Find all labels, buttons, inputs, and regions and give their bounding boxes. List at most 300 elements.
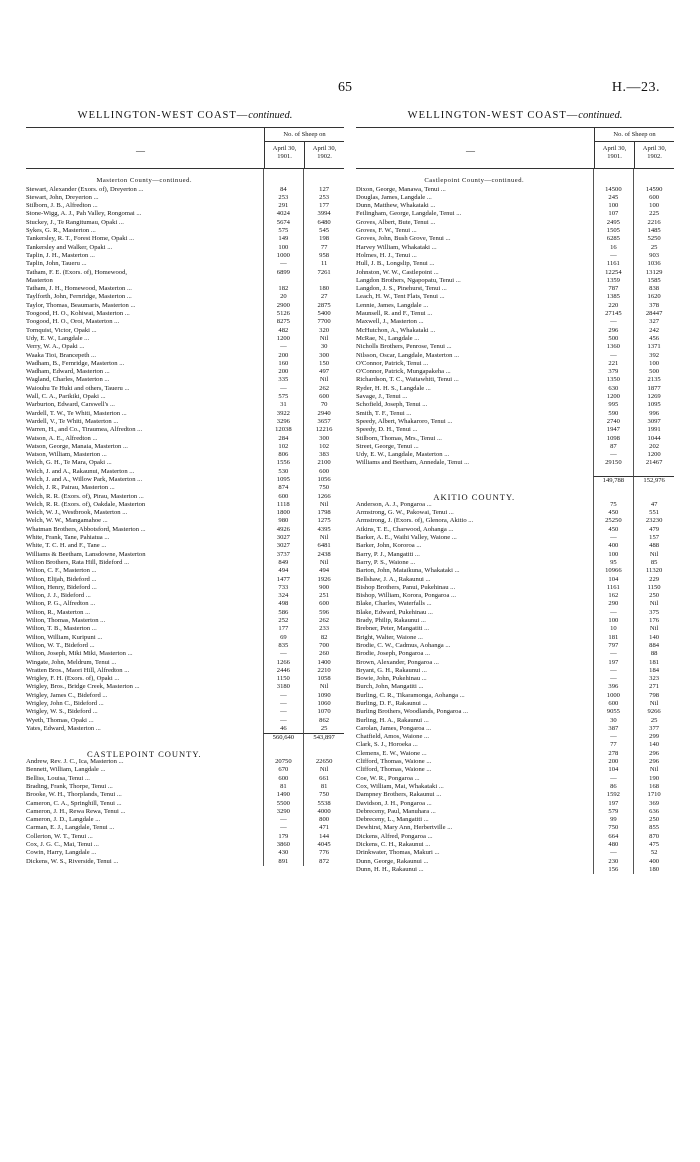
- sheep-1902-cell: 296: [633, 758, 674, 766]
- table-row: [356, 468, 674, 476]
- sheep-1901-cell: 1200: [593, 393, 634, 401]
- sheep-1902-cell: 253: [303, 194, 344, 202]
- sheep-1901-cell: 5674: [263, 219, 304, 227]
- table-row: [26, 833, 344, 841]
- sheep-1902-cell: 100: [633, 360, 674, 368]
- sheep-1901-cell: 6285: [593, 235, 634, 243]
- owner-cell: Bennett, William, Langdale ...: [26, 766, 106, 774]
- owner-cell: Groves, Albert, Bute, Tenui ...: [356, 218, 436, 226]
- owner-cell: Brooke, W. H., Thorplands, Tenui ...: [26, 791, 122, 799]
- owner-cell: Nicholls Brothers, Penrose, Tenui ...: [356, 343, 452, 351]
- sheep-1902-cell: 479: [633, 526, 674, 534]
- sheep-1901-cell: 1118: [263, 501, 304, 509]
- sheep-1902-cell: 12216: [303, 426, 344, 434]
- sheep-1902-cell: 497: [303, 368, 344, 376]
- sheep-1901-cell: 3296: [263, 418, 304, 426]
- owner-cell: Clifford, Thomas, Waione ...: [356, 766, 432, 774]
- sheep-1901-cell: 1200: [263, 335, 304, 343]
- sheep-1902-cell: 25: [303, 725, 344, 733]
- sheep-1901-cell: [263, 177, 304, 185]
- table-row: [356, 526, 674, 534]
- owner-cell: Burling Brothers, Woodlands, Pongaroa ...: [356, 708, 468, 716]
- sheep-1902-cell: 25: [633, 244, 674, 252]
- table-row: [356, 277, 674, 285]
- sheep-1902-cell: 1710: [633, 791, 674, 799]
- owner-cell: Dickens, W. S., Riverside, Tenui ...: [26, 857, 119, 865]
- table-row: [26, 277, 344, 285]
- right-heading: [356, 110, 674, 121]
- sheep-1902-cell: 600: [303, 468, 344, 476]
- owner-cell: Hull, J. B., Longslip, Tenui ...: [356, 260, 435, 268]
- owner-cell: Dampney Brothers, Rakaunui ...: [356, 791, 442, 799]
- owner-cell: Blake, Charles, Waterfalls ...: [356, 600, 432, 608]
- sheep-1901-cell: —: [263, 700, 304, 708]
- table-row: [26, 824, 344, 832]
- table-row: [356, 269, 674, 277]
- sheep-1902-cell: 383: [303, 451, 344, 459]
- sheep-1902-cell: 1620: [633, 293, 674, 301]
- right-year-1902: April 30, 1902.: [634, 142, 674, 168]
- sheep-1901-cell: 1385: [593, 293, 634, 301]
- sheep-1901-cell: 806: [263, 451, 304, 459]
- sheep-1901-cell: 221: [593, 360, 634, 368]
- owner-cell: White, Frank, Tane, Pahiatua ...: [26, 534, 110, 542]
- table-row: [356, 426, 674, 434]
- table-row: [356, 700, 674, 708]
- table-row: [26, 725, 344, 733]
- left-table-body: [26, 169, 344, 866]
- sheep-1902-cell: 1150: [633, 584, 674, 592]
- owner-cell: Wrigley, James C., Bideford ...: [26, 691, 108, 699]
- owner-cell: [26, 741, 263, 749]
- sheep-1902-cell: 262: [303, 617, 344, 625]
- owner-cell: Stewart, Alexander (Exors. of), Dreyerton ...: [26, 185, 144, 193]
- table-row: [26, 219, 344, 227]
- sheep-1901-cell: 450: [593, 526, 634, 534]
- sheep-1902-cell: 11320: [633, 567, 674, 575]
- sheep-1901-cell: 182: [263, 285, 304, 293]
- table-row: [356, 451, 674, 459]
- sheep-1902-cell: 184: [633, 667, 674, 675]
- owner-cell: Toogood, H. O., Oroi, Masterton ...: [26, 318, 120, 326]
- table-row: [356, 393, 674, 401]
- sheep-1902-cell: Nil: [303, 376, 344, 384]
- table-row: [356, 683, 674, 691]
- sheep-1902-cell: 1926: [303, 576, 344, 584]
- sheep-1901-cell: 81: [263, 783, 304, 791]
- owner-cell: McRae, N., Langdale ...: [356, 334, 420, 342]
- table-row: [356, 310, 674, 318]
- total-row: [26, 733, 344, 741]
- sheep-1902-cell: 299: [633, 733, 674, 741]
- sheep-1902-cell: 1991: [633, 426, 674, 434]
- sheep-1902-cell: Nil: [303, 683, 344, 691]
- section-heading: [26, 750, 344, 758]
- owner-cell: Stuckey, J., Te Rangitumau, Opaki ...: [26, 218, 124, 226]
- owner-cell: Taplin, J. H., Masterton ...: [26, 251, 95, 259]
- sheep-1902-cell: 320: [303, 327, 344, 335]
- owner-cell: Cox, J. G. C., Mai, Tenui ...: [26, 841, 99, 849]
- sheep-1902-cell: 855: [633, 824, 674, 832]
- sheep-1901-cell: 590: [593, 410, 634, 418]
- table-row: [26, 335, 344, 343]
- sheep-1901-cell: 396: [593, 683, 634, 691]
- table-row: [356, 592, 674, 600]
- owner-cell: Wagland, Charles, Masterton ...: [26, 376, 110, 384]
- table-row: [356, 841, 674, 849]
- left-year-1901: April 30, 1901.: [264, 142, 304, 168]
- sheep-1901-cell: 95: [593, 559, 634, 567]
- table-row: [356, 285, 674, 293]
- sheep-1901-cell: 750: [593, 824, 634, 832]
- sheep-1902-cell: 14590: [633, 186, 674, 194]
- table-row: [356, 725, 674, 733]
- owner-cell: Watson, George, Manaia, Masterton ...: [26, 442, 128, 450]
- sheep-1902-cell: 903: [633, 252, 674, 260]
- table-row: [356, 385, 674, 393]
- sheep-1901-cell: 494: [263, 567, 304, 575]
- table-row: [356, 667, 674, 675]
- sheep-1901-cell: —: [263, 708, 304, 716]
- owner-cell: Masterton: [26, 276, 53, 284]
- sheep-1901-cell: 291: [263, 202, 304, 210]
- owner-cell: Stilborn, J. B., Alfredton ...: [26, 202, 98, 210]
- owner-cell: Collerton, W. T., Tenui ...: [26, 832, 93, 840]
- owner-cell: Welch, G. H., Te Mara, Opaki ...: [26, 459, 112, 467]
- owner-cell: Welch, J. and A., Willow Park, Masterton ...: [26, 475, 143, 483]
- sheep-1902-cell: 377: [633, 725, 674, 733]
- sheep-1901-cell: 14500: [593, 186, 634, 194]
- sheep-1902-cell: 1200: [633, 451, 674, 459]
- owner-cell: O'Connor, Patrick, Mungapakeha ...: [356, 368, 451, 376]
- owner-cell: Carman, E. J., Langdale, Tenui ...: [26, 824, 115, 832]
- sheep-1901-cell: —: [263, 692, 304, 700]
- sheep-1901-cell: —: [593, 534, 634, 542]
- table-row: [356, 783, 674, 791]
- sheep-1902-cell: Nil: [303, 534, 344, 542]
- owner-cell: Blake, Edward, Pukehinau ...: [356, 608, 433, 616]
- owner-cell: Wilton, C. F., Masterton ...: [26, 567, 97, 575]
- sheep-1901-cell: 230: [593, 858, 634, 866]
- sheep-1902-cell: 872: [303, 858, 344, 866]
- sheep-1902-cell: 1798: [303, 509, 344, 517]
- table-row: [26, 410, 344, 418]
- owner-cell: Tatham, J. H., Homewood, Masterton ...: [26, 285, 132, 293]
- table-row: [356, 360, 674, 368]
- sheep-1901-cell: 630: [593, 385, 634, 393]
- left-heading: [26, 110, 344, 121]
- table-row: [26, 186, 344, 194]
- sheep-1902-cell: 47: [633, 501, 674, 509]
- table-row: [26, 576, 344, 584]
- table-row: [26, 625, 344, 633]
- sheep-1901-cell: —: [593, 318, 634, 326]
- owner-cell: Andrew, Rev. J. C., Ica, Masterton ...: [26, 758, 124, 766]
- owner-cell: Waiouhu Te Huki and others, Taueru ...: [26, 384, 130, 392]
- sheep-1901-cell: 874: [263, 484, 304, 492]
- right-table-header: [356, 127, 674, 169]
- owner-cell: Barker, John, Kororoa ...: [356, 542, 422, 550]
- table-row: [26, 252, 344, 260]
- sheep-1902-cell: 750: [303, 484, 344, 492]
- sheep-1902-cell: 82: [303, 634, 344, 642]
- sheep-1902-cell: 85: [633, 559, 674, 567]
- right-header-dash: —: [466, 146, 475, 156]
- owner-cell: Wilton, J. J., Bideford ...: [26, 592, 91, 600]
- owner-cell: Wyeth, Thomas, Opaki ...: [26, 716, 94, 724]
- sheep-1902-cell: 262: [303, 385, 344, 393]
- sheep-1901-cell: 324: [263, 592, 304, 600]
- owner-cell: Barker, A. E., Waihi Valley, Waione ...: [356, 534, 457, 542]
- table-row: [356, 260, 674, 268]
- sheep-1901-cell: 5500: [263, 800, 304, 808]
- table-row: [356, 202, 674, 210]
- sheep-1902-cell: 30: [303, 343, 344, 351]
- sheep-1902-cell: 11: [303, 260, 344, 268]
- table-row: [26, 169, 344, 177]
- sheep-1901-cell: 8275: [263, 318, 304, 326]
- sheep-1901-cell: 104: [593, 766, 634, 774]
- sheep-1902-cell: 5538: [303, 800, 344, 808]
- table-row: [26, 517, 344, 525]
- sheep-1901-cell: —: [263, 385, 304, 393]
- table-row: [356, 816, 674, 824]
- owner-cell: Tankersley and Walker, Opaki ...: [26, 243, 113, 251]
- sheep-1902-cell: Nil: [303, 559, 344, 567]
- owner-cell: Brown, Alexander, Pongaroa ...: [356, 658, 439, 666]
- owner-cell: Chatfield, Amos, Waione ...: [356, 733, 429, 741]
- owner-cell: Clifford, Thomas, Waione ...: [356, 758, 432, 766]
- sheep-1902-cell: 152,976: [633, 476, 674, 484]
- owner-cell: Brodie, Joseph, Pongaroa ...: [356, 650, 430, 658]
- sheep-1901-cell: —: [593, 451, 634, 459]
- sheep-1902-cell: 1266: [303, 493, 344, 501]
- owner-cell: Watson, William, Masterton ...: [26, 451, 107, 459]
- sheep-1901-cell: —: [263, 343, 304, 351]
- sheep-1901-cell: [263, 750, 304, 758]
- owner-cell: Lennie, James, Langdale ...: [356, 301, 429, 309]
- sheep-1901-cell: 278: [593, 750, 634, 758]
- sheep-1902-cell: 4045: [303, 841, 344, 849]
- table-row: [356, 376, 674, 384]
- sheep-1902-cell: 3657: [303, 418, 344, 426]
- sheep-1902-cell: 5400: [303, 310, 344, 318]
- sheep-1902-cell: 1058: [303, 675, 344, 683]
- sheep-1901-cell: 575: [263, 227, 304, 235]
- sheep-1902-cell: 233: [303, 625, 344, 633]
- table-row: [26, 700, 344, 708]
- sheep-1902-cell: 996: [633, 410, 674, 418]
- owner-cell: Langdon Brothers, Ngapopatu, Tenui ...: [356, 276, 461, 284]
- sheep-1901-cell: 3737: [263, 551, 304, 559]
- owner-cell: CASTLEPOINT COUNTY.: [86, 749, 202, 759]
- owner-cell: Welch, R. R. (Exors. of), Pirau, Masterton ...: [26, 492, 144, 500]
- sheep-1901-cell: 29150: [593, 459, 634, 467]
- table-row: [26, 534, 344, 542]
- table-row: [26, 675, 344, 683]
- sheep-1901-cell: 200: [263, 352, 304, 360]
- owner-cell: Davidson, J. H., Pongaroa ...: [356, 799, 432, 807]
- sheep-1901-cell: 245: [593, 194, 634, 202]
- sheep-1901-cell: 1477: [263, 576, 304, 584]
- sheep-1901-cell: 200: [593, 758, 634, 766]
- sheep-1902-cell: 1371: [633, 343, 674, 351]
- table-row: [356, 509, 674, 517]
- owner-cell: Wilton Brothers, Rata Hill, Bideford ...: [26, 558, 130, 566]
- sheep-1902-cell: 296: [633, 750, 674, 758]
- table-row: [26, 401, 344, 409]
- right-column: [356, 110, 674, 874]
- sheep-1901-cell: 797: [593, 642, 634, 650]
- table-row: [356, 642, 674, 650]
- owner-cell: Street, George, Tenui ...: [356, 442, 419, 450]
- owner-cell: Atkins, T. E., Charwood, Aohanga ...: [356, 525, 454, 533]
- owner-cell: Wilton, T. B., Masterton ...: [26, 625, 97, 633]
- table-row: [356, 534, 674, 542]
- sheep-1902-cell: [633, 177, 674, 185]
- sheep-1902-cell: 1877: [633, 385, 674, 393]
- sheep-1902-cell: 884: [633, 642, 674, 650]
- sheep-1901-cell: 1800: [263, 509, 304, 517]
- table-row: [26, 609, 344, 617]
- owner-cell: Taplin, John, Taueru ...: [26, 260, 87, 268]
- table-row: [356, 252, 674, 260]
- sheep-1901-cell: 104: [593, 576, 634, 584]
- sheep-1902-cell: Nil: [303, 335, 344, 343]
- sheep-1901-cell: 849: [263, 559, 304, 567]
- owner-cell: Tornquist, Victor, Opaki ...: [26, 326, 97, 334]
- sheep-1901-cell: 1947: [593, 426, 634, 434]
- section-heading: [26, 177, 344, 185]
- sheep-1902-cell: 7261: [303, 269, 344, 277]
- table-row: [356, 849, 674, 857]
- table-row: [356, 219, 674, 227]
- owner-cell: Wilton, Thomas, Masterton ...: [26, 617, 106, 625]
- table-row: [26, 376, 344, 384]
- owner-cell: Wardell, V., Te Whiti, Masterton ...: [26, 417, 119, 425]
- table-row: [26, 683, 344, 691]
- owner-cell: Welch, W. W., Mangamahoe ...: [26, 517, 108, 525]
- table-row: [356, 858, 674, 866]
- sheep-1901-cell: 3027: [263, 534, 304, 542]
- sheep-1901-cell: —: [263, 260, 304, 268]
- sheep-1902-cell: 488: [633, 542, 674, 550]
- owner-cell: Drinkwater, Thomas, Makuri ...: [356, 849, 440, 857]
- sheep-1901-cell: —: [593, 252, 634, 260]
- owner-cell: Williams and Beetham, Annedale, Tenui ...: [356, 459, 470, 467]
- page-number: 65: [338, 80, 352, 95]
- table-row: [26, 509, 344, 517]
- sheep-1902-cell: 1090: [303, 692, 344, 700]
- page-code: H.—23.: [611, 80, 660, 95]
- owner-cell: Wrigley, W. S., Bideford ...: [26, 708, 98, 716]
- table-row: [26, 352, 344, 360]
- table-row: [356, 418, 674, 426]
- sheep-1901-cell: 1359: [593, 277, 634, 285]
- table-row: [356, 634, 674, 642]
- sheep-1902-cell: 271: [633, 683, 674, 691]
- sheep-1901-cell: 100: [593, 551, 634, 559]
- table-row: [26, 692, 344, 700]
- table-row: [26, 858, 344, 866]
- owner-cell: Wadham, B., Fernridge, Masterton ...: [26, 359, 125, 367]
- sheep-1902-cell: 870: [633, 833, 674, 841]
- owner-cell: Leach, H. W., Tent Flats, Tenui ...: [356, 293, 445, 301]
- sheep-1902-cell: 600: [633, 194, 674, 202]
- sheep-1901-cell: 77: [593, 741, 634, 749]
- owner-cell: Bishop Brothers, Panui, Pukehinau ...: [356, 583, 456, 591]
- owner-cell: Cowin, Harry, Langdale ...: [26, 849, 97, 857]
- owner-cell: Speedy, D. H., Tenui ...: [356, 426, 418, 434]
- sheep-1901-cell: [593, 177, 634, 185]
- sheep-1901-cell: 253: [263, 194, 304, 202]
- table-row: [356, 318, 674, 326]
- sheep-1901-cell: 3860: [263, 841, 304, 849]
- table-row: [356, 343, 674, 351]
- sheep-1901-cell: 430: [263, 849, 304, 857]
- table-row: [26, 260, 344, 268]
- owner-cell: Burch, John, Mangatiti ...: [356, 683, 424, 691]
- table-row: [356, 352, 674, 360]
- table-row: [356, 584, 674, 592]
- total-row: [356, 476, 674, 484]
- owner-cell: Douglas, James, Langdale ...: [356, 193, 432, 201]
- owner-cell: Brebner, Peter, Mangatiti ...: [356, 625, 430, 633]
- sheep-1902-cell: [633, 493, 674, 501]
- table-row: [356, 708, 674, 716]
- sheep-1901-cell: 1490: [263, 791, 304, 799]
- sheep-1901-cell: 1095: [263, 476, 304, 484]
- sheep-1902-cell: 81: [303, 783, 344, 791]
- owner-cell: Brading, Frank, Thorpe, Tenui ...: [26, 782, 113, 790]
- table-row: [26, 617, 344, 625]
- sheep-1901-cell: 1505: [593, 227, 634, 235]
- table-row: [356, 484, 674, 492]
- owner-cell: [356, 476, 593, 484]
- right-table-body: [356, 169, 674, 874]
- table-row: [26, 435, 344, 443]
- owner-cell: Clemens, E. W., Waione ...: [356, 749, 427, 757]
- sheep-1902-cell: 323: [633, 675, 674, 683]
- sheep-1902-cell: 22650: [303, 758, 344, 766]
- table-row: [356, 766, 674, 774]
- table-row: [356, 741, 674, 749]
- sheep-1902-cell: [303, 750, 344, 758]
- owner-cell: Udy, E. W., Langdale ...: [26, 334, 90, 342]
- right-heading-cont: continued.: [578, 110, 623, 121]
- sheep-1901-cell: [263, 169, 304, 177]
- owner-cell: Verry, W. A., Opaki ...: [26, 343, 85, 351]
- sheep-1902-cell: [303, 277, 344, 285]
- sheep-1902-cell: 369: [633, 800, 674, 808]
- table-row: [356, 293, 674, 301]
- sheep-1902-cell: 27: [303, 293, 344, 301]
- sheep-1902-cell: [633, 484, 674, 492]
- sheep-1902-cell: 900: [303, 584, 344, 592]
- owner-cell: Taylforth, John, Fernridge, Masterton ...: [26, 293, 132, 301]
- sheep-1901-cell: 586: [263, 609, 304, 617]
- table-row: [26, 567, 344, 575]
- table-row: [26, 210, 344, 218]
- sheep-1902-cell: 127: [303, 186, 344, 194]
- sheep-1901-cell: 10966: [593, 567, 634, 575]
- sheep-1902-cell: 862: [303, 717, 344, 725]
- sheep-1902-cell: 327: [633, 318, 674, 326]
- sheep-1901-cell: 31: [263, 401, 304, 409]
- table-row: [26, 634, 344, 642]
- sheep-1901-cell: 87: [593, 443, 634, 451]
- table-row: [26, 650, 344, 658]
